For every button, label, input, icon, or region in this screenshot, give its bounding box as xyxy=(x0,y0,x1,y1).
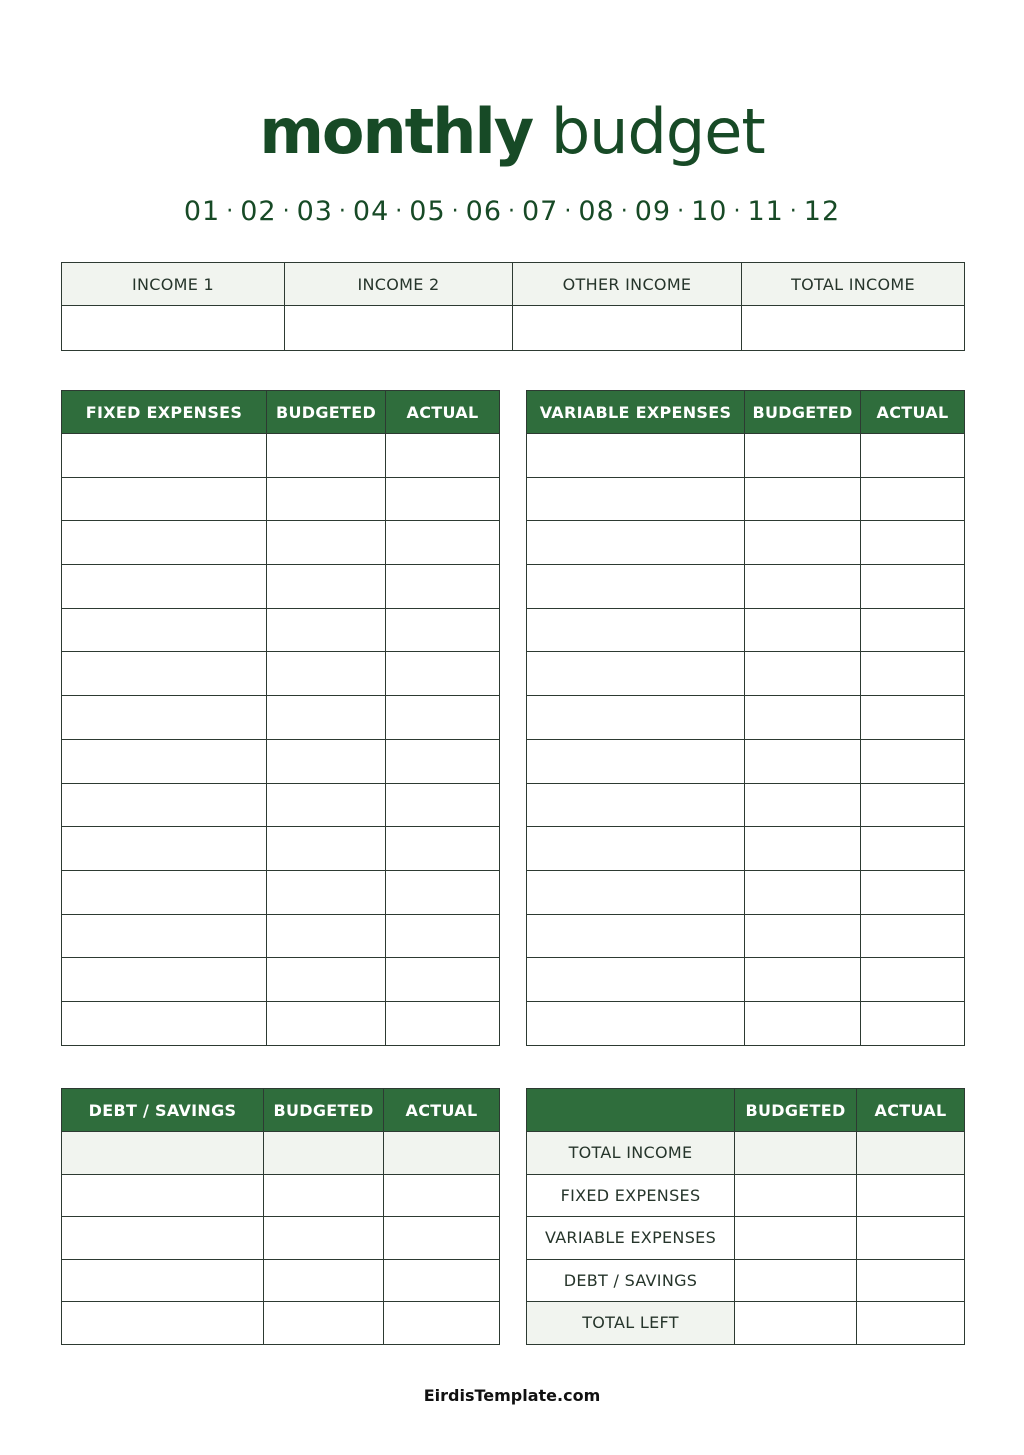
summary-row-total-income xyxy=(527,1132,965,1175)
fixed-row xyxy=(62,783,500,827)
month-separator: · xyxy=(564,199,573,224)
income-2-header: INCOME 2 xyxy=(285,263,513,306)
variable-item-cell[interactable] xyxy=(527,696,745,740)
fixed-item-cell[interactable] xyxy=(62,870,267,914)
summary-actual-cell[interactable] xyxy=(857,1174,965,1217)
summary-header-row xyxy=(527,1089,965,1132)
variable-item-cell[interactable] xyxy=(527,434,745,478)
month-item[interactable]: 10 xyxy=(691,196,728,227)
variable-item-cell[interactable] xyxy=(527,783,745,827)
debt-savings-table xyxy=(61,1088,500,1345)
variable-budgeted-cell[interactable] xyxy=(745,521,861,565)
variable-row xyxy=(527,608,965,652)
variable-actual-cell[interactable] xyxy=(861,958,965,1002)
title-bold-part: monthly xyxy=(259,95,533,168)
total-income-input[interactable] xyxy=(742,306,965,351)
fixed-item-cell[interactable] xyxy=(62,434,267,478)
summary-row-variable-expenses xyxy=(527,1217,965,1260)
month-item[interactable]: 03 xyxy=(296,196,333,227)
variable-row xyxy=(527,477,965,521)
month-separator: · xyxy=(282,199,291,224)
fixed-actual-cell[interactable] xyxy=(386,783,500,827)
variable-item-cell[interactable] xyxy=(527,565,745,609)
month-separator: · xyxy=(338,199,347,224)
fixed-item-cell[interactable] xyxy=(62,1001,267,1045)
variable-budgeted-cell[interactable] xyxy=(745,608,861,652)
month-item[interactable]: 05 xyxy=(409,196,446,227)
fixed-actual-cell[interactable] xyxy=(386,608,500,652)
fixed-row xyxy=(62,827,500,871)
variable-row xyxy=(527,739,965,783)
month-item[interactable]: 04 xyxy=(352,196,390,227)
debt-row xyxy=(62,1132,500,1175)
fixed-budgeted-cell[interactable] xyxy=(267,870,386,914)
summary-budgeted-cell[interactable] xyxy=(735,1259,857,1302)
fixed-budgeted-cell[interactable] xyxy=(267,1001,386,1045)
fixed-budgeted-header: BUDGETED xyxy=(267,391,386,434)
fixed-row xyxy=(62,870,500,914)
fixed-item-cell[interactable] xyxy=(62,477,267,521)
summary-actual-cell[interactable] xyxy=(857,1259,965,1302)
variable-row xyxy=(527,783,965,827)
variable-actual-cell[interactable] xyxy=(861,914,965,958)
summary-budgeted-header: BUDGETED xyxy=(735,1089,857,1132)
summary-actual-cell[interactable] xyxy=(857,1302,965,1345)
variable-item-cell[interactable] xyxy=(527,914,745,958)
variable-actual-cell[interactable] xyxy=(861,696,965,740)
variable-row xyxy=(527,696,965,740)
variable-budgeted-cell[interactable] xyxy=(745,783,861,827)
fixed-budgeted-cell[interactable] xyxy=(267,652,386,696)
summary-row-total-left xyxy=(527,1302,965,1345)
variable-item-cell[interactable] xyxy=(527,958,745,1002)
other-income-input[interactable] xyxy=(513,306,742,351)
month-separator: · xyxy=(226,199,235,224)
fixed-item-cell[interactable] xyxy=(62,958,267,1002)
fixed-actual-cell[interactable] xyxy=(386,521,500,565)
month-separator: · xyxy=(677,199,686,224)
month-separator: · xyxy=(789,199,798,224)
summary-row-fixed-expenses xyxy=(527,1174,965,1217)
variable-item-cell[interactable] xyxy=(527,827,745,871)
debt-row xyxy=(62,1302,500,1345)
summary-label: DEBT / SAVINGS xyxy=(527,1259,735,1302)
debt-budgeted-cell[interactable] xyxy=(264,1174,384,1217)
variable-actual-cell[interactable] xyxy=(861,521,965,565)
variable-row xyxy=(527,434,965,478)
fixed-budgeted-cell[interactable] xyxy=(267,696,386,740)
variable-budgeted-cell[interactable] xyxy=(745,870,861,914)
summary-budgeted-cell[interactable] xyxy=(735,1302,857,1345)
fixed-budgeted-cell[interactable] xyxy=(267,958,386,1002)
summary-label: FIXED EXPENSES xyxy=(527,1174,735,1217)
month-item[interactable]: 09 xyxy=(634,196,672,227)
income-input-row xyxy=(62,306,965,351)
variable-row xyxy=(527,1001,965,1045)
income-1-header: INCOME 1 xyxy=(62,263,285,306)
variable-item-cell[interactable] xyxy=(527,608,745,652)
variable-actual-cell[interactable] xyxy=(861,477,965,521)
debt-actual-header: ACTUAL xyxy=(384,1089,500,1132)
fixed-row xyxy=(62,1001,500,1045)
fixed-budgeted-cell[interactable] xyxy=(267,565,386,609)
debt-budgeted-cell[interactable] xyxy=(264,1259,384,1302)
month-separator: · xyxy=(733,199,742,224)
variable-row xyxy=(527,914,965,958)
variable-expenses-header: VARIABLE EXPENSES xyxy=(527,391,745,434)
income-1-input[interactable] xyxy=(62,306,285,351)
debt-item-cell[interactable] xyxy=(62,1302,264,1345)
variable-expenses-table xyxy=(526,390,965,1046)
fixed-row xyxy=(62,652,500,696)
summary-budgeted-cell[interactable] xyxy=(735,1132,857,1175)
fixed-item-cell[interactable] xyxy=(62,827,267,871)
variable-row xyxy=(527,958,965,1002)
fixed-actual-cell[interactable] xyxy=(386,477,500,521)
fixed-row xyxy=(62,477,500,521)
month-item[interactable]: 08 xyxy=(578,196,615,227)
fixed-item-cell[interactable] xyxy=(62,696,267,740)
fixed-actual-cell[interactable] xyxy=(386,565,500,609)
variable-actual-cell[interactable] xyxy=(861,1001,965,1045)
debt-budgeted-cell[interactable] xyxy=(264,1217,384,1260)
debt-item-cell[interactable] xyxy=(62,1259,264,1302)
summary-actual-header: ACTUAL xyxy=(857,1089,965,1132)
fixed-expenses-table xyxy=(61,390,500,1046)
variable-item-cell[interactable] xyxy=(527,477,745,521)
summary-actual-cell[interactable] xyxy=(857,1132,965,1175)
variable-budgeted-cell[interactable] xyxy=(745,652,861,696)
summary-row-debt-savings xyxy=(527,1259,965,1302)
month-separator: · xyxy=(508,199,516,224)
debt-header-row xyxy=(62,1089,500,1132)
debt-item-cell[interactable] xyxy=(62,1132,264,1175)
variable-row xyxy=(527,652,965,696)
debt-item-cell[interactable] xyxy=(62,1174,264,1217)
fixed-budgeted-cell[interactable] xyxy=(267,521,386,565)
month-separator: · xyxy=(395,199,404,224)
month-item[interactable]: 02 xyxy=(240,196,277,227)
fixed-actual-cell[interactable] xyxy=(386,914,500,958)
variable-header-row xyxy=(527,391,965,434)
fixed-item-cell[interactable] xyxy=(62,783,267,827)
income-header-row xyxy=(62,263,965,306)
fixed-actual-cell[interactable] xyxy=(386,739,500,783)
variable-row xyxy=(527,870,965,914)
variable-actual-cell[interactable] xyxy=(861,608,965,652)
debt-row xyxy=(62,1174,500,1217)
fixed-actual-cell[interactable] xyxy=(386,696,500,740)
fixed-actual-cell[interactable] xyxy=(386,434,500,478)
variable-budgeted-header: BUDGETED xyxy=(745,391,861,434)
summary-label: TOTAL LEFT xyxy=(527,1302,735,1345)
debt-item-cell[interactable] xyxy=(62,1217,264,1260)
variable-item-cell[interactable] xyxy=(527,870,745,914)
summary-label-header xyxy=(527,1089,735,1132)
summary-table xyxy=(526,1088,965,1345)
fixed-budgeted-cell[interactable] xyxy=(267,914,386,958)
fixed-row xyxy=(62,739,500,783)
summary-budgeted-cell[interactable] xyxy=(735,1174,857,1217)
variable-budgeted-cell[interactable] xyxy=(745,477,861,521)
variable-item-cell[interactable] xyxy=(527,652,745,696)
fixed-budgeted-cell[interactable] xyxy=(267,477,386,521)
title-light-part: budget xyxy=(550,95,765,168)
variable-budgeted-cell[interactable] xyxy=(745,914,861,958)
income-2-input[interactable] xyxy=(285,306,513,351)
debt-actual-cell[interactable] xyxy=(384,1259,500,1302)
month-separator: · xyxy=(451,199,460,224)
variable-budgeted-cell[interactable] xyxy=(745,434,861,478)
fixed-actual-header: ACTUAL xyxy=(386,391,500,434)
variable-budgeted-cell[interactable] xyxy=(745,958,861,1002)
variable-row xyxy=(527,827,965,871)
variable-item-cell[interactable] xyxy=(527,521,745,565)
other-income-header: OTHER INCOME xyxy=(513,263,742,306)
fixed-row xyxy=(62,914,500,958)
variable-item-cell[interactable] xyxy=(527,1001,745,1045)
variable-actual-cell[interactable] xyxy=(861,739,965,783)
variable-row xyxy=(527,521,965,565)
month-item[interactable]: 01 xyxy=(183,196,221,227)
debt-budgeted-header: BUDGETED xyxy=(264,1089,384,1132)
fixed-budgeted-cell[interactable] xyxy=(267,608,386,652)
fixed-actual-cell[interactable] xyxy=(386,958,500,1002)
debt-actual-cell[interactable] xyxy=(384,1132,500,1175)
fixed-actual-cell[interactable] xyxy=(386,870,500,914)
fixed-expenses-body xyxy=(62,434,500,1046)
summary-label: VARIABLE EXPENSES xyxy=(527,1217,735,1260)
month-selector xyxy=(0,192,1024,234)
fixed-row xyxy=(62,521,500,565)
fixed-item-cell[interactable] xyxy=(62,565,267,609)
summary-budgeted-cell[interactable] xyxy=(735,1217,857,1260)
variable-row xyxy=(527,565,965,609)
fixed-budgeted-cell[interactable] xyxy=(267,783,386,827)
variable-actual-cell[interactable] xyxy=(861,783,965,827)
debt-budgeted-cell[interactable] xyxy=(264,1302,384,1345)
summary-label: TOTAL INCOME xyxy=(527,1132,735,1175)
debt-budgeted-cell[interactable] xyxy=(264,1132,384,1175)
fixed-actual-cell[interactable] xyxy=(386,1001,500,1045)
income-table xyxy=(61,262,965,351)
variable-budgeted-cell[interactable] xyxy=(745,565,861,609)
variable-actual-cell[interactable] xyxy=(861,652,965,696)
page-title xyxy=(0,92,1024,172)
variable-budgeted-cell[interactable] xyxy=(745,827,861,871)
debt-savings-header: DEBT / SAVINGS xyxy=(62,1089,264,1132)
variable-expenses-body xyxy=(527,434,965,1046)
month-item[interactable]: 11 xyxy=(747,196,784,227)
fixed-row xyxy=(62,958,500,1002)
variable-budgeted-cell[interactable] xyxy=(745,1001,861,1045)
fixed-actual-cell[interactable] xyxy=(386,652,500,696)
fixed-budgeted-cell[interactable] xyxy=(267,827,386,871)
summary-actual-cell[interactable] xyxy=(857,1217,965,1260)
variable-actual-cell[interactable] xyxy=(861,827,965,871)
fixed-item-cell[interactable] xyxy=(62,521,267,565)
month-item[interactable]: 12 xyxy=(803,196,841,227)
month-separator: · xyxy=(620,199,629,224)
variable-actual-header: ACTUAL xyxy=(861,391,965,434)
fixed-row xyxy=(62,608,500,652)
variable-budgeted-cell[interactable] xyxy=(745,696,861,740)
fixed-item-cell[interactable] xyxy=(62,652,267,696)
footer-site-credit: EirdisTemplate.com xyxy=(423,1386,601,1405)
month-item[interactable]: 06 xyxy=(465,196,502,227)
fixed-item-cell[interactable] xyxy=(62,608,267,652)
fixed-budgeted-cell[interactable] xyxy=(267,434,386,478)
fixed-budgeted-cell[interactable] xyxy=(267,739,386,783)
fixed-row xyxy=(62,565,500,609)
fixed-row xyxy=(62,434,500,478)
debt-actual-cell[interactable] xyxy=(384,1174,500,1217)
variable-actual-cell[interactable] xyxy=(861,434,965,478)
debt-row xyxy=(62,1259,500,1302)
variable-budgeted-cell[interactable] xyxy=(745,739,861,783)
fixed-item-cell[interactable] xyxy=(62,739,267,783)
debt-row xyxy=(62,1217,500,1260)
variable-actual-cell[interactable] xyxy=(861,870,965,914)
debt-savings-body xyxy=(62,1132,500,1345)
fixed-expenses-header: FIXED EXPENSES xyxy=(62,391,267,434)
fixed-actual-cell[interactable] xyxy=(386,827,500,871)
debt-actual-cell[interactable] xyxy=(384,1217,500,1260)
total-income-header: TOTAL INCOME xyxy=(742,263,965,306)
fixed-row xyxy=(62,696,500,740)
debt-actual-cell[interactable] xyxy=(384,1302,500,1345)
variable-item-cell[interactable] xyxy=(527,739,745,783)
month-item[interactable]: 07 xyxy=(522,196,559,227)
variable-actual-cell[interactable] xyxy=(861,565,965,609)
summary-body xyxy=(527,1132,965,1345)
fixed-header-row xyxy=(62,391,500,434)
fixed-item-cell[interactable] xyxy=(62,914,267,958)
